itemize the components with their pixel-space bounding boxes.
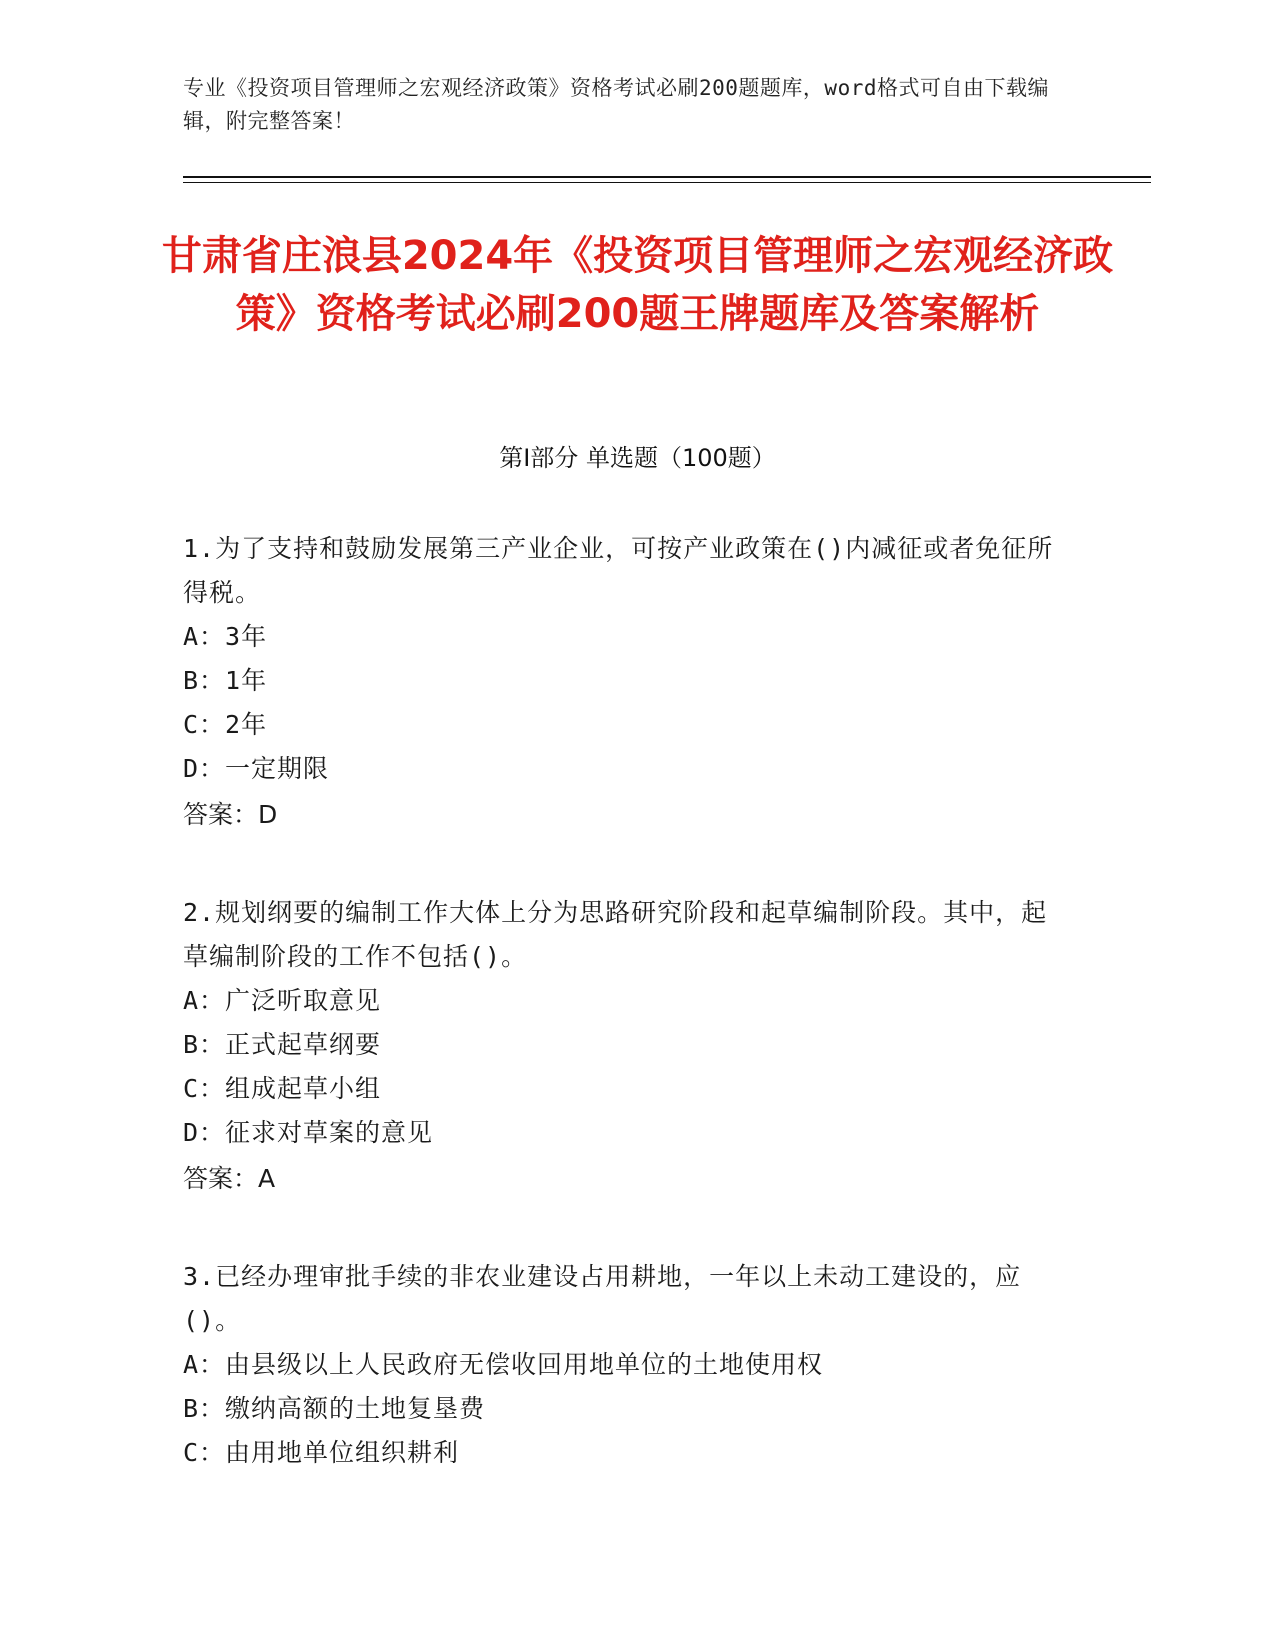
option-c: C：由用地单位组织耕利	[183, 1438, 460, 1467]
option-b: B：正式起草纲要	[183, 1030, 382, 1059]
answer: 答案：A	[183, 1164, 276, 1193]
question-block	[183, 527, 1063, 839]
option-b: B：缴纳高额的土地复垦费	[183, 1394, 486, 1423]
question-block	[183, 891, 1063, 1203]
option-d: D：一定期限	[183, 754, 330, 783]
option-d: D：征求对草案的意见	[183, 1118, 434, 1147]
question-stem: 1.为了支持和鼓励发展第三产业企业，可按产业政策在()内减征或者免征所得税。	[183, 534, 1054, 607]
option-a: A：3年	[183, 622, 268, 651]
answer: 答案：D	[183, 800, 278, 829]
header-rule-thick	[183, 176, 1151, 178]
option-a: A：广泛听取意见	[183, 986, 382, 1015]
option-a: A：由县级以上人民政府无偿收回用地单位的土地使用权	[183, 1350, 824, 1379]
option-b: B：1年	[183, 666, 268, 695]
question-block	[183, 1255, 1063, 1475]
section-heading: 第Ⅰ部分 单选题（100题）	[499, 444, 776, 472]
document-title: 甘肃省庄浪县2024年《投资项目管理师之宏观经济政策》资格考试必刷200题王牌题库及答案解析	[161, 233, 1114, 337]
option-c: C：组成起草小组	[183, 1074, 382, 1103]
intro-text: 专业《投资项目管理师之宏观经济政策》资格考试必刷200题题库，word格式可自由下载编辑，附完整答案！	[183, 76, 1049, 133]
question-stem: 3.已经办理审批手续的非农业建设占用耕地，一年以上未动工建设的，应()。	[183, 1262, 1022, 1335]
option-c: C：2年	[183, 710, 268, 739]
question-stem: 2.规划纲要的编制工作大体上分为思路研究阶段和起草编制阶段。其中，起草编制阶段的工作不包括()。	[183, 898, 1048, 971]
header-rule-thin	[183, 182, 1151, 183]
